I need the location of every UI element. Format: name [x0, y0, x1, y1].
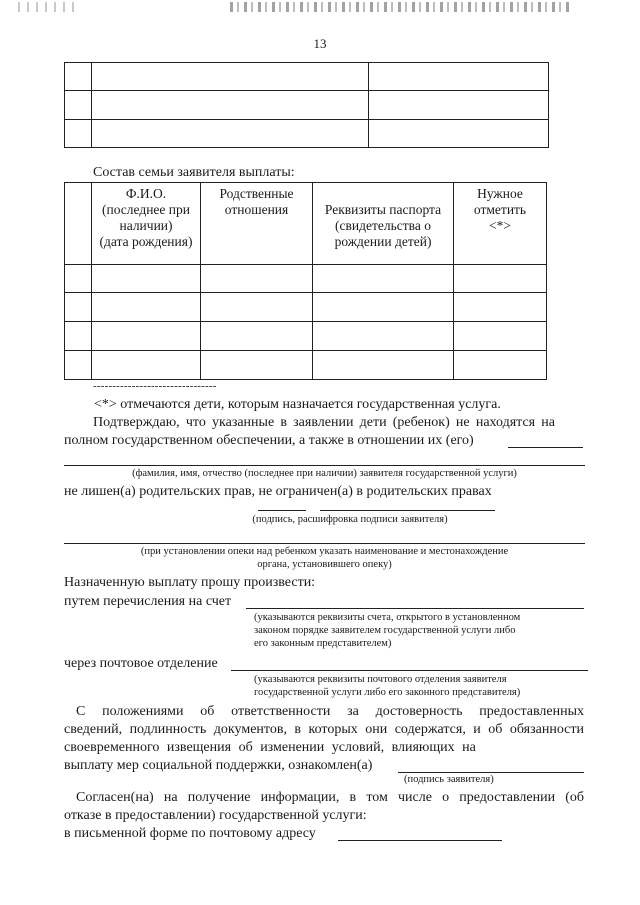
table-row: [65, 293, 547, 322]
caption-signature: (подпись, расшифровка подписи заявителя): [252, 514, 448, 525]
caption-guardianship-1: (при установлении опеки над ребенком указать наименование и местонахождение: [140, 546, 509, 557]
column-header-relation: Родственные отношения: [201, 183, 313, 265]
caption-applicant-name: (фамилия, имя, отчество (последнее при наличии) заявителя государственной услуги): [132, 468, 517, 479]
table-row: [65, 351, 547, 380]
account-caption-2: законом порядке заявителем государственной услуги либо: [254, 625, 516, 636]
confirm-line-2: полном государственном обеспечении, а также в отношении их (его): [64, 433, 474, 448]
caption-applicant-signature: (подпись заявителя): [404, 774, 494, 785]
guardianship-field[interactable]: [64, 543, 585, 544]
guardian-name-field[interactable]: [508, 447, 583, 448]
table-row: [65, 120, 549, 148]
confirm-line-3: не лишен(а) родительских прав, не ограничен(а) в родительских правах: [64, 484, 492, 499]
scan-artifact: [18, 2, 78, 12]
account-caption-3: его законным представителем): [254, 638, 392, 649]
table-row: [65, 63, 549, 91]
post-office-field[interactable]: [231, 670, 588, 671]
postal-address-field[interactable]: [338, 840, 502, 841]
caption-guardianship-2: органа, установившего опеку): [257, 559, 392, 570]
table-row: [65, 265, 547, 293]
signature-field[interactable]: [258, 510, 306, 511]
family-table-header: [65, 183, 547, 265]
payment-heading: Назначенную выплату прошу произвести:: [64, 575, 316, 590]
family-heading: Состав семьи заявителя выплаты:: [93, 165, 295, 180]
acknowledge-line-1: С положениями об ответственности за достоверность предоставленных: [76, 704, 584, 719]
footnote-divider: --------------------------------: [93, 380, 217, 392]
post-caption-1: (указываются реквизиты почтового отделения заявителя: [254, 674, 507, 685]
footnote: <*> отмечаются дети, которым назначается государственная услуга.: [94, 397, 501, 412]
account-label: путем перечисления на счет: [64, 594, 232, 609]
family-table: [64, 182, 547, 380]
column-header-mark: Нужное отметить <*>: [454, 183, 547, 265]
acknowledge-line-4: выплату мер социальной поддержки, ознакомлен(а): [64, 758, 373, 773]
page-number: 13: [313, 36, 327, 51]
column-header-passport: Реквизиты паспорта (свидетельства о рождении детей): [313, 183, 454, 265]
scan-artifact: [230, 2, 570, 12]
consent-line-1: Согласен(на) на получение информации, в том числе о предоставлении (об: [76, 790, 584, 805]
previous-table: [64, 62, 549, 148]
table-row: [65, 322, 547, 351]
post-label: через почтовое отделение: [64, 656, 218, 671]
account-field[interactable]: [246, 608, 584, 609]
consent-line-3: в письменной форме по почтовому адресу: [64, 826, 316, 841]
column-header-name: Ф.И.О. (последнее при наличии) (дата рождения): [92, 183, 201, 265]
guardian-name-field-cont[interactable]: [64, 465, 585, 466]
acknowledge-line-2: сведений, подлинность документов, в которых они содержатся, и об обязанности: [64, 722, 584, 737]
account-caption-1: (указываются реквизиты счета, открытого в установленном: [254, 612, 521, 623]
post-caption-2: государственной услуги либо его законного представителя): [254, 687, 521, 698]
acknowledge-line-3: своевременного извещения об изменении условий, влияющих на: [64, 740, 476, 755]
signature-transcript-field[interactable]: [320, 510, 495, 511]
confirm-line-1: Подтверждаю, что указанные в заявлении дети (ребенок) не находятся на: [93, 415, 555, 430]
consent-line-2: отказе в предоставлении) государственной услуги:: [64, 808, 367, 823]
table-row: [65, 91, 549, 120]
